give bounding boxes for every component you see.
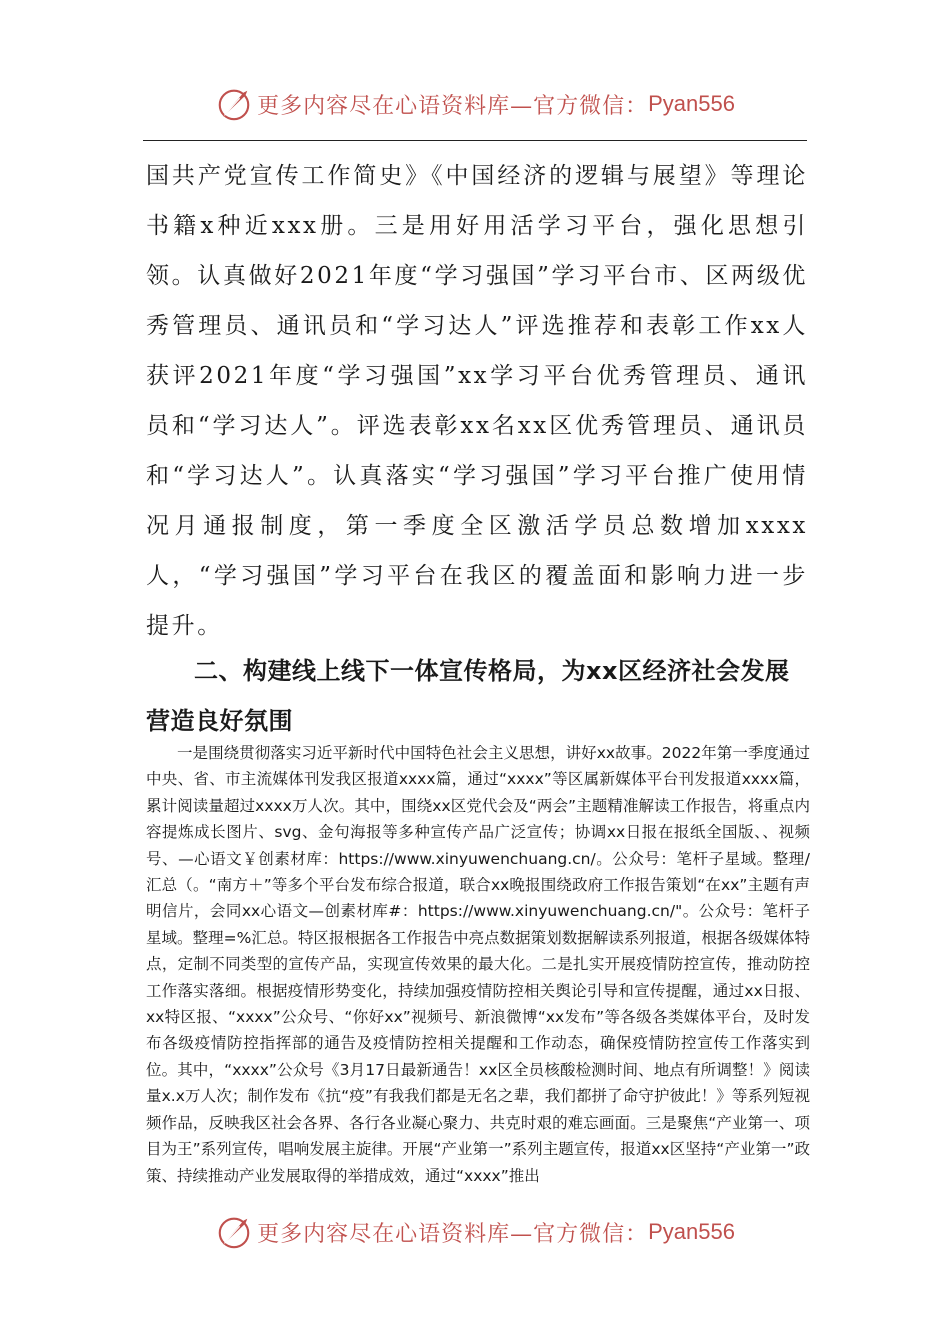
header-banner [0, 80, 950, 128]
body-paragraph-2: 一是围绕贯彻落实习近平新时代中国特色社会主义思想，讲好xx故事。2022年第一季度通过中央、省、市主流媒体刊发我区报道xxxx篇，通过“xxxx”等区属新媒体平台刊发报道xxxx篇，累计阅读量超过xxxx万人次。其中，围绕xx区党代会及“两会”主题精准解读工作报告，将重点内容提炼成长图片、svg、金句海报等多种宣传产品广泛宣传；协调xx日报在报纸全国版、、视频号、—心语文￥创素材库：https://www.xinyuwenchuang.cn/。公众号：笔杆子星域。整理/汇总（。“南方＋”等多个平台发布综合报道，联合xx晚报围绕政府工作报告策划“在xx”主题有声明信片，会同xx心语文—创素材库#：https://www.xinyuwenchuang.cn/"。公众号：笔杆子星域。整理=%汇总。特区报根据各工作报告中亮点数据策划数据解读系列报道，根据各级媒体特点，定制不同类型的宣传产品，实现宣传效果的最大化。二是扎实开展疫情防控宣传，推动防控工作落实落细。根据疫情形势变化，持续加强疫情防控相关舆论引导和宣传提醒，通过xx日报、xx特区报、“xxxx”公众号、“你好xx”视频号、新浪微博“xx发布”等各级各类媒体平台，及时发布各级疫情防控指挥部的通告及疫情防控相关提醒和工作动态，确保疫情防控宣传工作落实到位。其中，“xxxx”公众号《3月17日最新通告！xx区全员核酸检测时间、地点有所调整！》阅读量x.x万人次；制作发布《抗“疫”有我我们都是无名之辈，我们都拼了命守护彼此！》等系列短视频作品，反映我区社会各界、各行各业凝心聚力、共克时艰的难忘画面。三是聚焦“产业第一、项目为王”系列宣传，唱响发展主旋律。开展“产业第一”系列主题宣传，报道xx区坚持“产业第一”政策、持续推动产业发展取得的举措成效，通过“xxxx”推出 [146, 744, 810, 1185]
header-divider [143, 140, 807, 141]
banner-wechat-id: Pyan556 [648, 91, 735, 116]
footer-banner-text: 更多内容尽在心语资料库—官方微信： [257, 1221, 649, 1247]
banner-text: 更多内容尽在心语资料库—官方微信： [257, 93, 649, 119]
quill-pen-icon [215, 1213, 253, 1251]
quill-pen-icon [215, 85, 253, 123]
footer-banner [0, 1208, 950, 1256]
body-paragraph-1: 国共产党宣传工作简史》《中国经济的逻辑与展望》等理论书籍x种近xxx册。三是用好用活学习平台，强化思想引领。认真做好2021年度“学习强国”学习平台市、区两级优秀管理员、通讯员和“学习达人”评选推荐和表彰工作xx人获评2021年度“学习强国”xx学习平台优秀管理员、通讯员和“学习达人”。评选表彰xx名xx区优秀管理员、通讯员和“学习达人”。认真落实“学习强国”学习平台推广使用情况月通报制度，第一季度全区激活学员总数增加xxxx人，“学习强国”学习平台在我区的覆盖面和影响力进一步提升。 [146, 163, 808, 639]
section-heading-2: 二、构建线上线下一体宣传格局，为xx区经济社会发展营造良好氛围 [146, 657, 790, 735]
footer-banner-wechat-id: Pyan556 [648, 1219, 735, 1244]
